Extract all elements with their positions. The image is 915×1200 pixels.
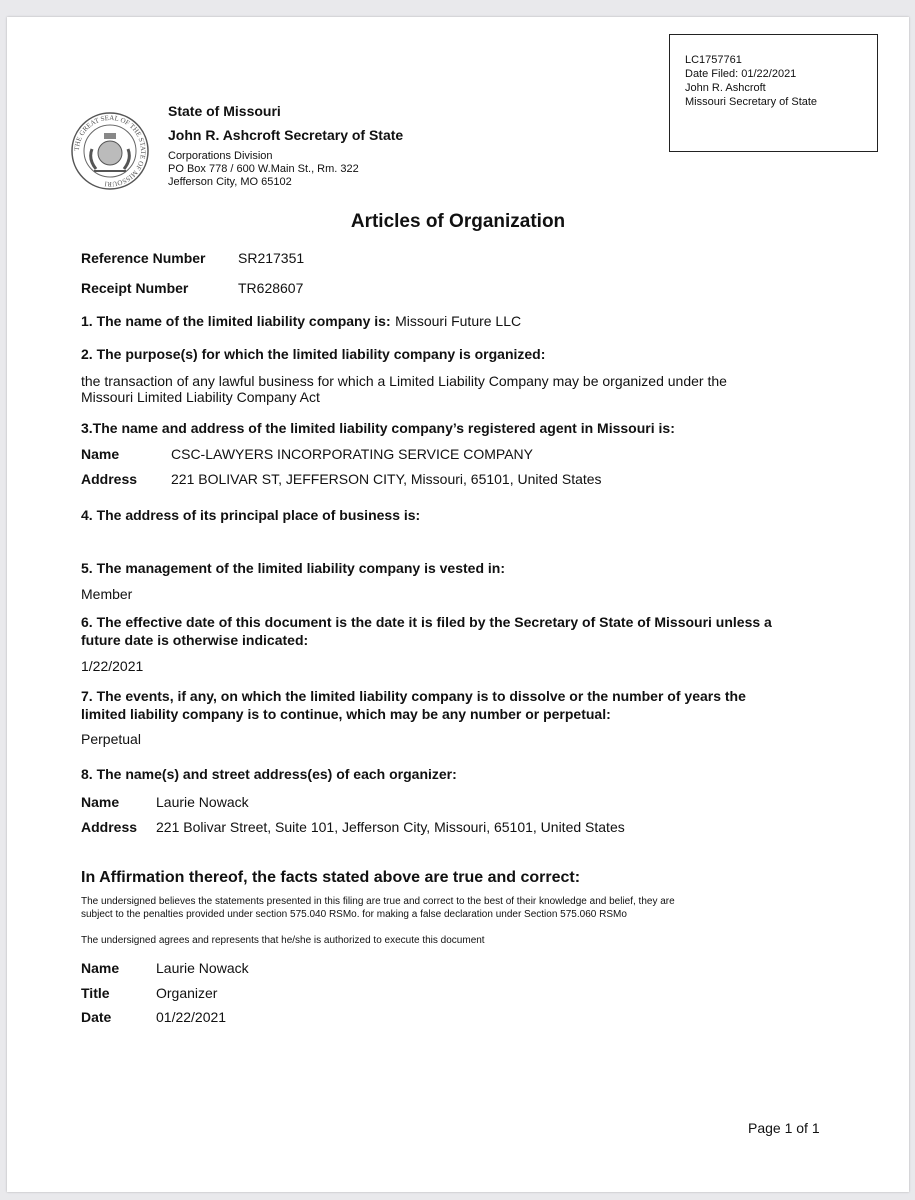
agent-name-label: Name xyxy=(81,446,120,462)
reference-number-value: SR217351 xyxy=(238,250,305,266)
state-seal-icon xyxy=(70,111,150,191)
header-address-line2: Jefferson City, MO 65102 xyxy=(168,176,292,188)
filing-number: LC1757761 xyxy=(685,54,742,66)
header-state: State of Missouri xyxy=(168,103,281,119)
purpose-line1: the transaction of any lawful business for which a Limited Liability Company may be organized under the xyxy=(81,373,727,389)
section-6-line1: 6. The effective date of this document is the date it is filed by the Secretary of State of Missouri unless a xyxy=(81,614,772,630)
organizer-address-label: Address xyxy=(81,819,138,835)
section-8-label: 8. The name(s) and street address(es) of each organizer: xyxy=(81,766,457,782)
organizer-address: 221 Bolivar Street, Suite 101, Jefferson City, Missouri, 65101, United States xyxy=(156,819,625,835)
agent-name: CSC-LAWYERS INCORPORATING SERVICE COMPANY xyxy=(171,446,533,462)
section-7-line2: limited liability company is to continue, which may be any number or perpetual: xyxy=(81,706,611,722)
signer-name: Laurie Nowack xyxy=(156,960,249,976)
filing-office: Missouri Secretary of State xyxy=(685,96,818,108)
svg-text:THE GREAT SEAL OF THE STATE OF: THE GREAT SEAL OF THE STATE OF MISSOURI xyxy=(72,113,148,189)
signer-date: 01/22/2021 xyxy=(156,1009,227,1025)
document-page xyxy=(7,17,909,1192)
affirmation-text-line1: The undersigned believes the statements presented in this filing are true and correct to the best of their knowledge and belief, they are xyxy=(81,896,675,907)
receipt-number-label: Receipt Number xyxy=(81,280,189,296)
filing-date: Date Filed: 01/22/2021 xyxy=(685,68,797,80)
section-4-label: 4. The address of its principal place of business is: xyxy=(81,507,421,523)
section-1 xyxy=(81,313,521,331)
page-number: Page 1 of 1 xyxy=(748,1120,820,1136)
duration-value: Perpetual xyxy=(81,731,141,747)
purpose-line2: Missouri Limited Liability Company Act xyxy=(81,389,320,405)
organizer-name-label: Name xyxy=(81,794,120,810)
header-secretary: John R. Ashcroft Secretary of State xyxy=(168,127,404,143)
affirmation-heading: In Affirmation thereof, the facts stated above are true and correct: xyxy=(81,869,581,886)
agent-address: 221 BOLIVAR ST, JEFFERSON CITY, Missouri, 65101, United States xyxy=(171,471,602,487)
document-title: Articles of Organization xyxy=(350,211,566,232)
organizer-name: Laurie Nowack xyxy=(156,794,249,810)
header-address-line1: PO Box 778 / 600 W.Main St., Rm. 322 xyxy=(168,163,359,175)
header-division: Corporations Division xyxy=(168,150,273,162)
management-value: Member xyxy=(81,586,133,602)
authorization-text: The undersigned agrees and represents that he/she is authorized to execute this document xyxy=(81,935,485,946)
effective-date: 1/22/2021 xyxy=(81,658,144,674)
filing-stamp-box xyxy=(669,34,878,152)
receipt-number-value: TR628607 xyxy=(238,280,304,296)
agent-address-label: Address xyxy=(81,471,138,487)
reference-number-label: Reference Number xyxy=(81,250,206,266)
section-3-label: 3.The name and address of the limited liability company’s registered agent in Missouri is: xyxy=(81,420,675,436)
signer-title: Organizer xyxy=(156,985,218,1001)
signer-date-label: Date xyxy=(81,1009,112,1025)
filing-official: John R. Ashcroft xyxy=(685,82,766,94)
section-6-line2: future date is otherwise indicated: xyxy=(81,632,309,648)
affirmation-text-line2: subject to the penalties provided under section 575.040 RSMo. for making a false declaration under Section 575.060 RSMo xyxy=(81,909,627,920)
section-2-label: 2. The purpose(s) for which the limited liability company is organized: xyxy=(81,346,546,362)
signer-title-label: Title xyxy=(81,985,110,1001)
section-1-label: 1. The name of the limited liability company is: xyxy=(81,313,391,329)
signer-name-label: Name xyxy=(81,960,120,976)
section-5-label: 5. The management of the limited liability company is vested in: xyxy=(81,560,505,576)
company-name: Missouri Future LLC xyxy=(395,313,522,329)
section-7-line1: 7. The events, if any, on which the limited liability company is to dissolve or the number of years the xyxy=(81,688,746,704)
